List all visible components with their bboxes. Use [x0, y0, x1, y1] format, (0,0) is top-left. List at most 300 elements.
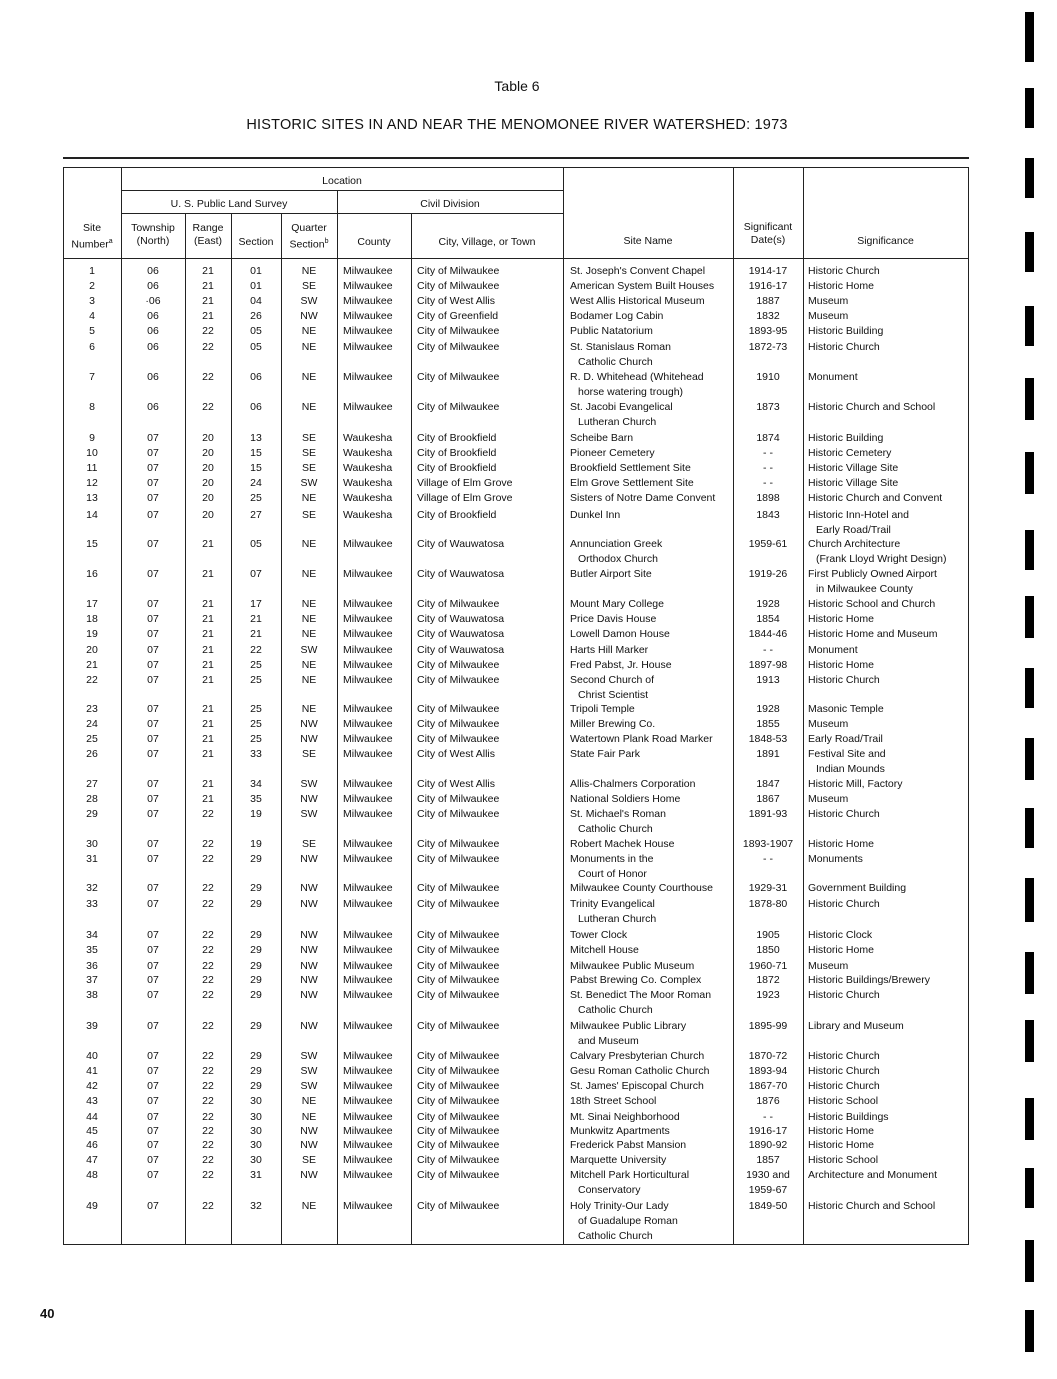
cell-qtr: NW — [300, 974, 318, 986]
cell-twp: 06 — [147, 325, 159, 337]
survey-divider — [121, 213, 337, 214]
cell-city: City of Milwaukee — [417, 1020, 500, 1032]
cell-sig: Historic Clock — [808, 929, 873, 941]
cell-name3: Catholic Church — [578, 1230, 653, 1242]
cell-twp: 07 — [147, 778, 159, 790]
cell-num: 24 — [86, 718, 98, 730]
cell-name2: and Museum — [578, 1035, 639, 1047]
site-name-header: Site Name — [623, 235, 673, 247]
cell-date: 1872 — [756, 974, 780, 986]
cell-twp: 07 — [147, 808, 159, 820]
cell-city: City of West Allis — [417, 748, 495, 760]
cell-twp: 07 — [147, 447, 159, 459]
cell-twp: 07 — [147, 462, 159, 474]
cell-num: 15 — [86, 538, 98, 550]
cell-sec: 29 — [250, 944, 262, 956]
cell-date: 1929-31 — [748, 882, 788, 894]
cell-rng: 21 — [202, 674, 214, 686]
cell-sec: 19 — [250, 808, 262, 820]
quarter-section-header-line2: Section — [289, 238, 325, 251]
scan-mark — [1025, 530, 1034, 570]
cell-qtr: NE — [301, 538, 317, 550]
cell-date: 1867-70 — [748, 1080, 788, 1092]
cell-date: 1857 — [756, 1154, 780, 1166]
cell-date: 1960-71 — [748, 960, 788, 972]
cell-sec: 26 — [250, 310, 262, 322]
cell-city: City of Milwaukee — [417, 929, 500, 941]
cell-city: City of Milwaukee — [417, 838, 500, 850]
cell-twp: 06 — [147, 341, 159, 353]
cell-name2: of Guadalupe Roman — [578, 1215, 678, 1227]
cell-sec: 21 — [250, 628, 262, 640]
cell-rng: 22 — [202, 1200, 214, 1212]
cell-num: 35 — [86, 944, 98, 956]
cell-sig: Historic Church and School — [808, 401, 936, 413]
cell-sec: 25 — [250, 718, 262, 730]
cell-city: City of Milwaukee — [417, 1125, 500, 1137]
cell-num: 45 — [86, 1125, 98, 1137]
cell-sig: Historic Home — [808, 613, 874, 625]
cell-name: Miller Brewing Co. — [570, 718, 656, 730]
cell-sig: First Publicly Owned Airport — [808, 568, 937, 580]
cell-num: 1 — [89, 265, 95, 277]
cell-rng: 20 — [202, 462, 214, 474]
cell-qtr: SE — [301, 509, 316, 521]
cell-rng: 21 — [202, 310, 214, 322]
header-bottom-line — [63, 258, 969, 259]
cell-name: Milwaukee Public Library — [570, 1020, 687, 1032]
cell-rng: 21 — [202, 613, 214, 625]
cell-name: Trinity Evangelical — [570, 898, 655, 910]
cell-sig: Historic Church and School — [808, 1200, 936, 1212]
cell-num: 33 — [86, 898, 98, 910]
cell-rng: 22 — [202, 944, 214, 956]
cell-twp: 07 — [147, 1111, 159, 1123]
cell-city: City of Wauwatosa — [417, 628, 505, 640]
cell-name: Fred Pabst, Jr. House — [570, 659, 672, 671]
cell-name2: Conservatory — [578, 1184, 641, 1196]
scan-mark — [1025, 88, 1034, 128]
cell-twp: 06 — [147, 371, 159, 383]
cell-num: 18 — [86, 613, 98, 625]
cell-city: Village of Elm Grove — [417, 492, 513, 504]
cell-city: City of Brookfield — [417, 509, 497, 521]
cell-sig: Monuments — [808, 853, 863, 865]
township-header-line1: Township — [131, 222, 175, 234]
cell-sec: 29 — [250, 960, 262, 972]
cell-sig: Historic Building — [808, 432, 884, 444]
cell-twp: 07 — [147, 703, 159, 715]
cell-city: City of Milwaukee — [417, 853, 500, 865]
site-number-header — [63, 222, 121, 252]
cell-num: 29 — [86, 808, 98, 820]
cell-county: Milwaukee — [343, 703, 393, 715]
cell-county: Milwaukee — [343, 882, 393, 894]
cell-qtr: NW — [300, 882, 318, 894]
cell-county: Milwaukee — [343, 598, 393, 610]
cell-city: City of Milwaukee — [417, 1111, 500, 1123]
cell-county: Milwaukee — [343, 341, 393, 353]
cell-twp: 07 — [147, 1154, 159, 1166]
cell-sig2: Indian Mounds — [816, 763, 885, 775]
cell-qtr: SE — [301, 838, 316, 850]
cell-sec: 15 — [250, 462, 262, 474]
cell-twp: 07 — [147, 598, 159, 610]
cell-sec: 29 — [250, 989, 262, 1001]
cell-name: Mt. Sinai Neighborhood — [570, 1111, 680, 1123]
col-line — [337, 190, 338, 1245]
col-line — [803, 167, 804, 1245]
cell-qtr: NE — [301, 598, 317, 610]
cell-twp: 07 — [147, 674, 159, 686]
cell-date: 1893-1907 — [742, 838, 794, 850]
cell-name: St. Jacobi Evangelical — [570, 401, 673, 413]
cell-date: - - — [763, 1111, 773, 1123]
cell-twp: 07 — [147, 838, 159, 850]
cell-twp: 07 — [147, 1095, 159, 1107]
cell-county: Milwaukee — [343, 718, 393, 730]
cell-county: Milwaukee — [343, 659, 393, 671]
cell-rng: 22 — [202, 401, 214, 413]
cell-rng: 20 — [202, 432, 214, 444]
cell-rng: 22 — [202, 1169, 214, 1181]
cell-date: 1928 — [756, 598, 780, 610]
cell-date: 1872-73 — [748, 341, 788, 353]
cell-county: Milwaukee — [343, 371, 393, 383]
cell-name: Second Church of — [570, 674, 655, 686]
cell-sig: Historic Buildings — [808, 1111, 889, 1123]
cell-qtr: SE — [301, 447, 316, 459]
cell-rng: 21 — [202, 568, 214, 580]
cell-num: 17 — [86, 598, 98, 610]
city-header: City, Village, or Town — [438, 236, 536, 248]
cell-rng: 21 — [202, 644, 214, 656]
cell-qtr: NW — [300, 960, 318, 972]
cell-city: City of Wauwatosa — [417, 538, 505, 550]
cell-date: 1874 — [756, 432, 780, 444]
scan-mark — [1025, 1020, 1034, 1062]
cell-city: City of Milwaukee — [417, 659, 500, 671]
cell-date: 1855 — [756, 718, 780, 730]
cell-name: Watertown Plank Road Marker — [570, 733, 713, 745]
cell-twp: 07 — [147, 989, 159, 1001]
cell-sig: Historic Home — [808, 838, 874, 850]
cell-sig: Historic Home — [808, 280, 874, 292]
cell-qtr: NE — [301, 1200, 317, 1212]
cell-date: 1887 — [756, 295, 780, 307]
cell-rng: 22 — [202, 1080, 214, 1092]
cell-sec: 25 — [250, 492, 262, 504]
cell-twp: 07 — [147, 659, 159, 671]
cell-rng: 22 — [202, 1065, 214, 1077]
cell-qtr: SE — [301, 1154, 316, 1166]
cell-num: 21 — [86, 659, 98, 671]
cell-city: City of Milwaukee — [417, 371, 500, 383]
cell-name: Bodamer Log Cabin — [570, 310, 664, 322]
cell-name: National Soldiers Home — [570, 793, 681, 805]
scan-mark — [1025, 158, 1034, 198]
col-line — [411, 213, 412, 1245]
cell-rng: 22 — [202, 1154, 214, 1166]
cell-date: 1905 — [756, 929, 780, 941]
cell-city: City of Milwaukee — [417, 1065, 500, 1077]
cell-sig: Festival Site and — [808, 748, 886, 760]
col-line — [563, 167, 564, 1245]
cell-num: 13 — [86, 492, 98, 504]
cell-sec: 13 — [250, 432, 262, 444]
cell-twp: 07 — [147, 793, 159, 805]
cell-sec: 25 — [250, 733, 262, 745]
cell-sig: Historic Church — [808, 265, 880, 277]
cell-sec: 22 — [250, 644, 262, 656]
cell-sec: 34 — [250, 778, 262, 790]
footnote-a: a — [108, 238, 113, 245]
cell-date: 1890-92 — [748, 1139, 788, 1151]
cell-city: City of Milwaukee — [417, 325, 500, 337]
cell-twp: 07 — [147, 1050, 159, 1062]
county-header: County — [357, 236, 391, 248]
cell-county: Waukesha — [343, 462, 393, 474]
cell-num: 4 — [89, 310, 95, 322]
cell-city: City of Milwaukee — [417, 1080, 500, 1092]
cell-sig: Government Building — [808, 882, 907, 894]
cell-name: Milwaukee County Courthouse — [570, 882, 713, 894]
cell-sig: Historic Church — [808, 1065, 880, 1077]
cell-num: 48 — [86, 1169, 98, 1181]
cell-rng: 20 — [202, 509, 214, 521]
cell-county: Milwaukee — [343, 1095, 393, 1107]
cell-qtr: NW — [300, 853, 318, 865]
site-number-header-line1: Site — [82, 222, 102, 234]
cell-name: 18th Street School — [570, 1095, 657, 1107]
cell-sig: Library and Museum — [808, 1020, 904, 1032]
section-header: Section — [238, 236, 274, 248]
cell-city: City of Milwaukee — [417, 733, 500, 745]
cell-num: 23 — [86, 703, 98, 715]
cell-num: 19 — [86, 628, 98, 640]
cell-rng: 21 — [202, 778, 214, 790]
cell-num: 36 — [86, 960, 98, 972]
cell-sec: 33 — [250, 748, 262, 760]
cell-sig: Historic Home — [808, 1125, 874, 1137]
scan-mark — [1025, 668, 1034, 708]
cell-name: State Fair Park — [570, 748, 641, 760]
cell-sec: 29 — [250, 1065, 262, 1077]
cell-qtr: NE — [301, 703, 317, 715]
cell-date: 1910 — [756, 371, 780, 383]
cell-date: - - — [763, 644, 773, 656]
cell-rng: 22 — [202, 898, 214, 910]
cell-twp: 06 — [147, 310, 159, 322]
table-number: Table 6 — [494, 78, 540, 94]
cell-twp: 07 — [147, 1125, 159, 1137]
cell-city: City of Milwaukee — [417, 898, 500, 910]
cell-twp: 07 — [147, 509, 159, 521]
cell-sec: 05 — [250, 341, 262, 353]
cell-sig: Historic Church — [808, 341, 880, 353]
cell-county: Milwaukee — [343, 325, 393, 337]
cell-city: City of Brookfield — [417, 447, 497, 459]
cell-qtr: NE — [301, 568, 317, 580]
cell-twp: 07 — [147, 1169, 159, 1181]
page-number: 40 — [40, 1306, 55, 1321]
cell-rng: 20 — [202, 447, 214, 459]
cell-city: City of Milwaukee — [417, 989, 500, 1001]
cell-sec: 07 — [250, 568, 262, 580]
cell-county: Milwaukee — [343, 974, 393, 986]
scan-mark — [1025, 1098, 1034, 1140]
cell-twp: 07 — [147, 974, 159, 986]
cell-rng: 22 — [202, 1050, 214, 1062]
cell-rng: 22 — [202, 838, 214, 850]
bottom-rule — [63, 1244, 969, 1245]
cell-county: Milwaukee — [343, 838, 393, 850]
cell-rng: 21 — [202, 748, 214, 760]
cell-city: City of Milwaukee — [417, 703, 500, 715]
cell-name: Annunciation Greek — [570, 538, 663, 550]
cell-num: 41 — [86, 1065, 98, 1077]
cell-date: 1870-72 — [748, 1050, 788, 1062]
cell-name: St. James' Episcopal Church — [570, 1080, 704, 1092]
cell-sec: 30 — [250, 1095, 262, 1107]
cell-date: 1916-17 — [748, 280, 788, 292]
cell-name: St. Michael's Roman — [570, 808, 666, 820]
cell-sig: Historic Village Site — [808, 462, 899, 474]
col-line — [968, 167, 969, 1245]
cell-qtr: SW — [300, 295, 318, 307]
cell-county: Milwaukee — [343, 1125, 393, 1137]
cell-county: Milwaukee — [343, 310, 393, 322]
cell-twp: 07 — [147, 628, 159, 640]
cell-county: Milwaukee — [343, 1169, 393, 1181]
cell-county: Milwaukee — [343, 778, 393, 790]
cell-sec: 32 — [250, 1200, 262, 1212]
cell-num: 32 — [86, 882, 98, 894]
cell-twp: 06 — [147, 401, 159, 413]
scan-mark — [1025, 378, 1034, 420]
cell-sig: Monument — [808, 644, 858, 656]
cell-rng: 22 — [202, 371, 214, 383]
cell-sig: Historic Home — [808, 659, 874, 671]
scan-mark — [1025, 1310, 1034, 1352]
cell-sig: Historic Mill, Factory — [808, 778, 903, 790]
cell-sec: 35 — [250, 793, 262, 805]
cell-date: 1913 — [756, 674, 780, 686]
cell-twp: 07 — [147, 1020, 159, 1032]
cell-county: Waukesha — [343, 509, 393, 521]
cell-county: Milwaukee — [343, 401, 393, 413]
cell-num: 16 — [86, 568, 98, 580]
cell-county: Milwaukee — [343, 793, 393, 805]
cell-county: Milwaukee — [343, 674, 393, 686]
cell-city: City of Milwaukee — [417, 674, 500, 686]
cell-qtr: NE — [301, 341, 317, 353]
cell-city: City of Milwaukee — [417, 1200, 500, 1212]
cell-rng: 21 — [202, 280, 214, 292]
cell-county: Milwaukee — [343, 1139, 393, 1151]
cell-rng: 21 — [202, 598, 214, 610]
table-title: HISTORIC SITES IN AND NEAR THE MENOMONEE RIVER WATERSHED: 1973 — [246, 117, 788, 133]
cell-county: Milwaukee — [343, 808, 393, 820]
cell-city: City of Milwaukee — [417, 1154, 500, 1166]
cell-name: Scheibe Barn — [570, 432, 634, 444]
cell-name2: Orthodox Church — [578, 553, 658, 565]
cell-county: Milwaukee — [343, 628, 393, 640]
cell-sig: Historic Inn-Hotel and — [808, 509, 909, 521]
cell-sig: Historic Church — [808, 1080, 880, 1092]
cell-name: American System Built Houses — [570, 280, 715, 292]
cell-num: 9 — [89, 432, 95, 444]
location-divider — [121, 190, 563, 191]
cell-twp: 07 — [147, 853, 159, 865]
cell-date: 1867 — [756, 793, 780, 805]
cell-county: Milwaukee — [343, 295, 393, 307]
cell-rng: 22 — [202, 853, 214, 865]
cell-date: 1878-80 — [748, 898, 788, 910]
cell-sec: 30 — [250, 1154, 262, 1166]
cell-num: 43 — [86, 1095, 98, 1107]
cell-city: City of Brookfield — [417, 432, 497, 444]
cell-qtr: NE — [301, 1111, 317, 1123]
cell-date: 1893-95 — [748, 325, 788, 337]
scan-mark — [1025, 232, 1034, 272]
cell-qtr: NW — [300, 944, 318, 956]
cell-twp: 07 — [147, 960, 159, 972]
cell-city: City of Milwaukee — [417, 280, 500, 292]
cell-num: 14 — [86, 509, 98, 521]
cell-num: 6 — [89, 341, 95, 353]
cell-num: 27 — [86, 778, 98, 790]
quarter-section-header-line1: Quarter — [291, 222, 327, 234]
cell-date: 1850 — [756, 944, 780, 956]
township-header — [121, 222, 185, 248]
cell-city: City of Milwaukee — [417, 341, 500, 353]
cell-city: City of Milwaukee — [417, 598, 500, 610]
range-header-line1: Range — [192, 222, 224, 234]
cell-rng: 22 — [202, 989, 214, 1001]
cell-sig: Monument — [808, 371, 858, 383]
cell-name: Mitchell House — [570, 944, 639, 956]
cell-sig: Historic Church — [808, 898, 880, 910]
cell-twp: 07 — [147, 944, 159, 956]
cell-qtr: SW — [300, 1050, 318, 1062]
cell-num: 31 — [86, 853, 98, 865]
cell-name: Harts Hill Marker — [570, 644, 649, 656]
cell-name: St. Stanislaus Roman — [570, 341, 671, 353]
cell-name: Robert Machek House — [570, 838, 675, 850]
cell-qtr: NE — [301, 613, 317, 625]
cell-date: 1844-46 — [748, 628, 788, 640]
cell-sec: 06 — [250, 401, 262, 413]
cell-num: 3 — [89, 295, 95, 307]
cell-city: City of Milwaukee — [417, 882, 500, 894]
cell-sig: Architecture and Monument — [808, 1169, 937, 1181]
cell-county: Milwaukee — [343, 853, 393, 865]
cell-num: 22 — [86, 674, 98, 686]
cell-qtr: NE — [301, 628, 317, 640]
cell-num: 2 — [89, 280, 95, 292]
cell-city: City of Milwaukee — [417, 1169, 500, 1181]
cell-city: City of Wauwatosa — [417, 644, 505, 656]
cell-sec: 21 — [250, 613, 262, 625]
range-header-line2: (East) — [193, 235, 222, 247]
cell-num: 44 — [86, 1111, 98, 1123]
cell-qtr: SE — [301, 432, 316, 444]
cell-sec: 05 — [250, 538, 262, 550]
cell-date: 1928 — [756, 703, 780, 715]
scan-mark — [1025, 452, 1034, 494]
cell-qtr: SW — [300, 477, 318, 489]
